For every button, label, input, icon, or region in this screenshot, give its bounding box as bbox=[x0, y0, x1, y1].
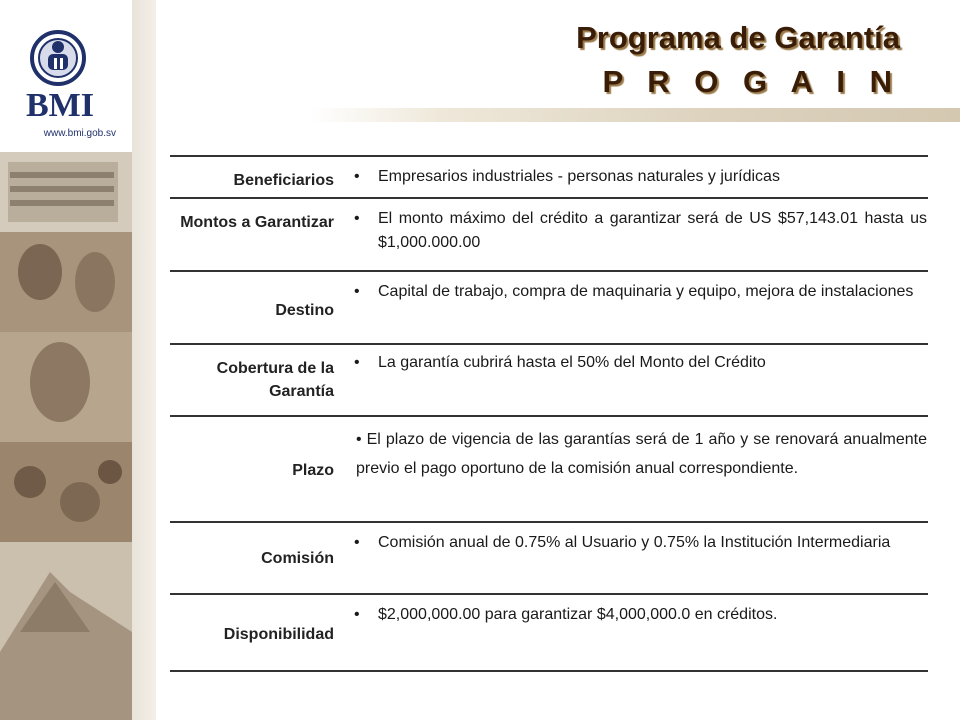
row-value: La garantía cubrirá hasta el 50% del Monto del Crédito bbox=[378, 354, 766, 371]
row-label: Comisión bbox=[261, 550, 334, 567]
table-row bbox=[170, 198, 928, 271]
site-url[interactable]: www.bmi.gob.sv bbox=[43, 128, 116, 139]
photo-collage bbox=[0, 152, 132, 720]
row-value: • El plazo de vigencia de las garantías será de 1 año y se renovará anualmente previo el pago oportuno de la comisión anual correspondiente. bbox=[356, 431, 927, 477]
table-row bbox=[170, 594, 928, 671]
row-label: Disponibilidad bbox=[223, 626, 334, 643]
row-value: $2,000,000.00 para garantizar $4,000,000.0 en créditos. bbox=[378, 606, 778, 623]
program-info-table bbox=[170, 155, 928, 672]
row-value: Empresarios industriales - personas naturales y jurídicas bbox=[378, 168, 780, 185]
bmi-emblem-icon bbox=[18, 30, 114, 122]
table-row bbox=[170, 416, 928, 522]
table-row bbox=[170, 271, 928, 344]
bullet-icon: • bbox=[354, 210, 360, 227]
bullet-icon: • bbox=[354, 534, 360, 551]
left-sidebar bbox=[0, 0, 132, 720]
row-label: Montos a Garantizar bbox=[180, 214, 334, 231]
page-title: Programa de Garantía bbox=[576, 20, 900, 55]
page-subtitle: P R O G A I N bbox=[602, 64, 900, 99]
header-divider-bar bbox=[310, 108, 960, 122]
bullet-icon: • bbox=[354, 606, 360, 623]
bmi-logo bbox=[0, 0, 132, 152]
row-label: Destino bbox=[275, 302, 334, 319]
table-row bbox=[170, 344, 928, 416]
row-label: Beneficiarios bbox=[233, 172, 334, 189]
table-row bbox=[170, 156, 928, 198]
row-value: Capital de trabajo, compra de maquinaria y equipo, mejora de instalaciones bbox=[378, 283, 914, 300]
row-label: Cobertura de la Garantía bbox=[216, 360, 334, 400]
bullet-icon: • bbox=[354, 354, 360, 371]
bullet-icon: • bbox=[354, 283, 360, 300]
table-row bbox=[170, 522, 928, 594]
row-value: El monto máximo del crédito a garantizar será de US $57,143.01 hasta us $1,000.000.00 bbox=[378, 210, 927, 251]
collage-image bbox=[0, 152, 132, 720]
bullet-icon: • bbox=[354, 168, 360, 185]
vertical-stripe bbox=[132, 0, 156, 720]
row-value: Comisión anual de 0.75% al Usuario y 0.75% la Institución Intermediaria bbox=[378, 534, 891, 551]
logo-text: BMI bbox=[26, 87, 94, 122]
row-label: Plazo bbox=[292, 462, 334, 479]
